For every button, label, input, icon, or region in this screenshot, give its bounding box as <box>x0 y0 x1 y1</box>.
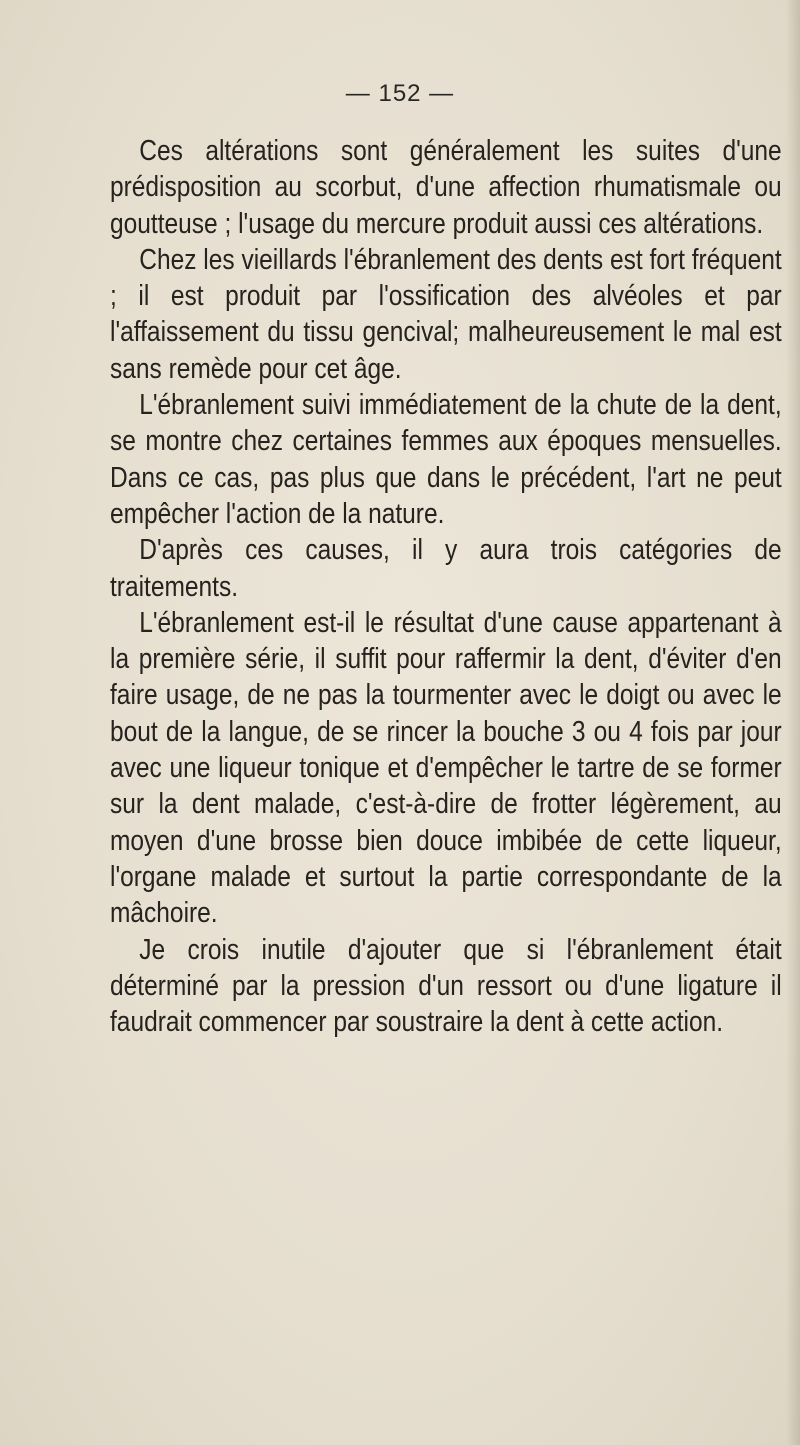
page-number: — 152 — <box>345 80 455 107</box>
paragraph: Je crois inutile d'ajouter que si l'ébranlement était déterminé par la pression d'un ressort ou d'une ligature il faudrait commencer par soustraire la dent à cette action. <box>110 933 782 1039</box>
paragraph: Ces altérations sont généralement les suites d'une prédisposition au scorbut, d'une affection rhumatismale ou goutteuse ; l'usage du mercure produit aussi ces altérations. <box>110 135 782 240</box>
page-edge-shadow <box>786 0 800 1445</box>
paragraph: Chez les vieillards l'ébranlement des dents est fort fréquent ; il est produit par l'ossification des alvéoles et par l'affaissement du tissu gencival; malheureusement le mal est sans remède pour cet âge. <box>110 243 782 385</box>
paragraph: L'ébranlement suivi immédiatement de la chute de la dent, se montre chez certaines femmes aux époques mensuelles. Dans ce cas, pas plus que dans le précédent, l'art ne peut empêcher l'action de la nature. <box>110 389 782 530</box>
body-text <box>110 133 782 1040</box>
paragraph: D'après ces causes, il y aura trois catégories de traitements. <box>110 534 782 603</box>
paragraph: L'ébranlement est-il le résultat d'une cause appartenant à la première série, il suffit pour raffermir la dent, d'éviter d'en faire usage, de ne pas la tourmenter avec le doigt ou avec le bout de la langue, de se rincer la bouche 3 ou 4 fois par jour avec une liqueur tonique et d'empêcher le tartre de se former sur la dent malade, c'est-à-dire de frotter légèrement, au moyen d'une brosse bien douce imbibée de cette liqueur, l'organe malade et surtout la partie correspondante de la mâchoire. <box>110 606 782 930</box>
